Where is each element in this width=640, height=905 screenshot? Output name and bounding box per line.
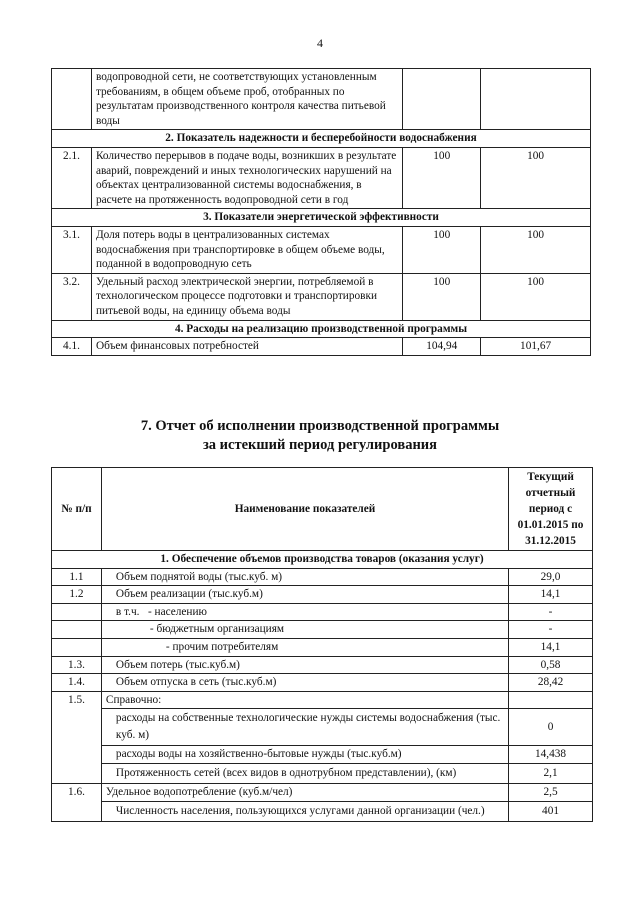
column-header-name: Наименование показателей: [101, 468, 508, 551]
row-name: Количество перерывов в подаче воды, возникших в результате аварий, повреждений и иных технологических нарушений на объектах централизованной системы водоснабжения, в расчете на протяженность водопроводной сети в год: [91, 147, 402, 208]
row-name: Доля потерь воды в централизованных системах водоснабжения при транспортировке в общем объеме воды, поданной в водопроводную сеть: [91, 226, 402, 273]
row-name: Справочно:: [101, 691, 508, 709]
table-row: [52, 226, 591, 273]
row-name: Удельный расход электрической энергии, потребляемой в технологическом процессе подготовки и транспортировки питьевой воды, на единицу объема воды: [91, 273, 402, 320]
row-value-actual: 101,67: [481, 338, 591, 356]
row-value: [509, 691, 593, 709]
section-title: 1. Обеспечение объемов производства товаров (оказания услуг): [52, 551, 593, 569]
table-row: [52, 783, 593, 801]
section-row: [52, 551, 593, 569]
row-value: -: [509, 603, 593, 621]
row-name: Удельное водопотребление (куб.м/чел): [101, 783, 508, 801]
row-value: 401: [509, 801, 593, 821]
section-title: 2. Показатель надежности и бесперебойности водоснабжения: [52, 130, 591, 148]
table-row: [52, 273, 591, 320]
row-number: [52, 603, 102, 621]
row-value: 14,1: [509, 638, 593, 656]
report-table: [51, 467, 593, 822]
table-row: [52, 709, 593, 746]
row-value: 2,1: [509, 763, 593, 783]
report-heading-line1: 7. Отчет об исполнении производственной программы: [140, 418, 500, 434]
row-value-planned: 100: [403, 273, 481, 320]
row-number: [52, 638, 102, 656]
row-name: Объем потерь (тыс.куб.м): [101, 656, 508, 674]
row-value-actual: 100: [481, 147, 591, 208]
row-name: Протяженность сетей (всех видов в однотрубном представлении), (км): [101, 763, 508, 783]
row-value: 14,1: [509, 586, 593, 604]
row-name: Численность населения, пользующихся услугами данной организации (чел.): [101, 801, 508, 821]
indicators-table: [51, 68, 591, 356]
section-title: 3. Показатели энергетической эффективности: [52, 209, 591, 227]
row-name: в т.ч. - населению: [101, 603, 508, 621]
row-value-actual: 100: [481, 226, 591, 273]
row-number: 1.1: [52, 568, 102, 586]
table-row: [52, 147, 591, 208]
row-number: 3.2.: [52, 273, 92, 320]
row-name: Объем поднятой воды (тыс.куб. м): [101, 568, 508, 586]
row-value: 2,5: [509, 783, 593, 801]
row-name: расходы на собственные технологические нужды системы водоснабжения (тыс. куб. м): [101, 709, 508, 746]
continued-indicator-text: водопроводной сети, не соответствующих установленным требованиям, в общем объеме проб, отобранных по результатам производственного контроля качества питьевой воды: [91, 69, 402, 130]
row-name: - бюджетным организациям: [101, 621, 508, 639]
row-number: 4.1.: [52, 338, 92, 356]
row-name: расходы воды на хозяйственно-бытовые нужды (тыс.куб.м): [101, 746, 508, 764]
table-row: [52, 674, 593, 692]
row-value: 0: [509, 709, 593, 746]
table-row: [52, 638, 593, 656]
row-value: 14,438: [509, 746, 593, 764]
section-title: 4. Расходы на реализацию производственной программы: [52, 320, 591, 338]
row-name: - прочим потребителям: [101, 638, 508, 656]
table-row: [52, 763, 593, 783]
row-value: 28,42: [509, 674, 593, 692]
row-number: 1.4.: [52, 674, 102, 692]
table-row: [52, 568, 593, 586]
row-value: 29,0: [509, 568, 593, 586]
section-row: [52, 130, 591, 148]
column-header-period: Текущий отчетный период с 01.01.2015 по 31.12.2015: [509, 468, 593, 551]
row-name: Объем реализации (тыс.куб.м): [101, 586, 508, 604]
section-row: [52, 320, 591, 338]
row-value: -: [509, 621, 593, 639]
row-number: 3.1.: [52, 226, 92, 273]
table-header-row: [52, 468, 593, 551]
row-value-planned: 104,94: [403, 338, 481, 356]
section-row: [52, 209, 591, 227]
row-name: Объем финансовых потребностей: [91, 338, 402, 356]
row-value-actual: 100: [481, 273, 591, 320]
row-value-planned: 100: [403, 147, 481, 208]
row-name: Объем отпуска в сеть (тыс.куб.м): [101, 674, 508, 692]
row-number: 1.6.: [52, 783, 102, 821]
table-row: [52, 338, 591, 356]
table-row: [52, 603, 593, 621]
row-number: 1.2: [52, 586, 102, 604]
row-number: 1.5.: [52, 691, 102, 783]
row-number: [52, 621, 102, 639]
table-row: [52, 69, 591, 130]
row-number: 2.1.: [52, 147, 92, 208]
table-row: [52, 691, 593, 709]
column-header-number: № п/п: [52, 468, 102, 551]
row-value-planned: 100: [403, 226, 481, 273]
table-row: [52, 656, 593, 674]
table-row: [52, 801, 593, 821]
table-row: [52, 586, 593, 604]
page-number: 4: [317, 36, 323, 50]
report-heading-line2: за истекший период регулирования: [202, 437, 438, 453]
table-row: [52, 621, 593, 639]
row-number: 1.3.: [52, 656, 102, 674]
row-value: 0,58: [509, 656, 593, 674]
table-row: [52, 746, 593, 764]
